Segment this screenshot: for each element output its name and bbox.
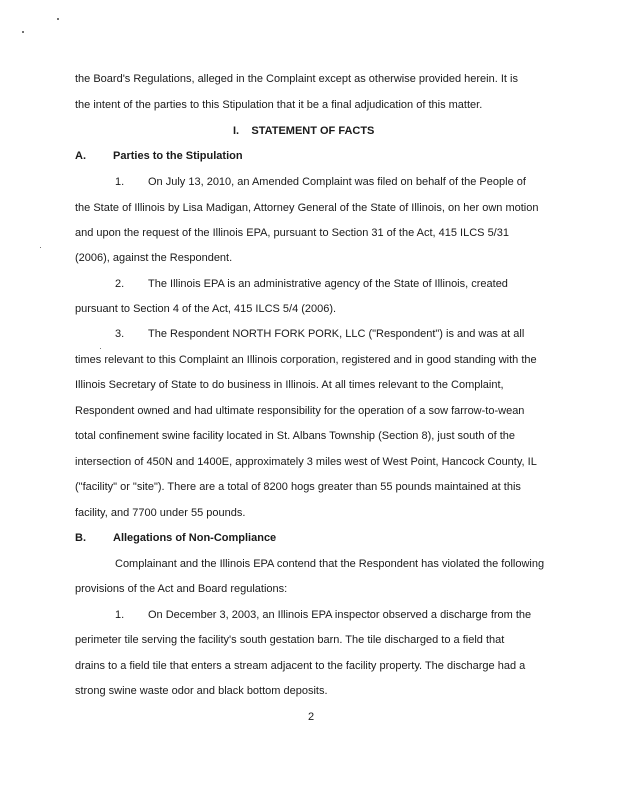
paragraph-line: (2006), against the Respondent. — [75, 252, 233, 264]
scan-speck — [57, 18, 59, 20]
heading-number: I. — [233, 125, 240, 137]
paragraph-first-line: Complainant and the Illinois EPA contend that the Respondent has violated the following — [115, 558, 545, 570]
section-b-letter: B. — [75, 532, 86, 544]
paragraph-line: pursuant to Section 4 of the Act, 415 ILCS 5/4 (2006). — [75, 303, 337, 315]
intro-line: the Board's Regulations, alleged in the Complaint except as otherwise provided herein. It is — [75, 73, 518, 85]
paragraph-number: 1. — [115, 176, 125, 188]
paragraph-line: Illinois Secretary of State to do business in Illinois. At all times relevant to the Complaint, — [75, 379, 504, 391]
paragraph-line: Respondent owned and had ultimate responsibility for the operation of a sow farrow-to-wean — [75, 405, 525, 417]
paragraph-line: times relevant to this Complaint an Illinois corporation, registered and in good standing with the — [75, 354, 537, 366]
paragraph-line: drains to a field tile that enters a stream adjacent to the facility property. The discharge had a — [75, 660, 526, 672]
paragraph-line: ("facility" or "site"). There are a total of 8200 hogs greater than 55 pounds maintained at this — [75, 481, 521, 493]
section-b-title: Allegations of Non-Compliance — [113, 532, 277, 544]
intro-line: the intent of the parties to this Stipulation that it be a final adjudication of this matter. — [75, 99, 483, 111]
section-heading — [233, 124, 374, 138]
paragraph-first-line: On July 13, 2010, an Amended Complaint was filed on behalf of the People of — [148, 176, 526, 188]
paragraph-first-line: The Respondent NORTH FORK PORK, LLC ("Respondent") is and was at all — [148, 328, 525, 340]
scan-speck — [22, 31, 24, 33]
scan-speck — [40, 247, 41, 248]
paragraph-line: perimeter tile serving the facility's south gestation barn. The tile discharged to a field that — [75, 634, 505, 646]
paragraph-line: total confinement swine facility located in St. Albans Township (Section 8), just south of the — [75, 430, 516, 442]
paragraph-line: the State of Illinois by Lisa Madigan, Attorney General of the State of Illinois, on her own motion — [75, 202, 539, 214]
paragraph-line: and upon the request of the Illinois EPA, pursuant to Section 31 of the Act, 415 ILCS 5/31 — [75, 227, 509, 239]
paragraph-first-line: The Illinois EPA is an administrative agency of the State of Illinois, created — [148, 278, 508, 290]
paragraph-number: 2. — [115, 278, 125, 290]
paragraph-line: intersection of 450N and 1400E, approximately 3 miles west of West Point, Hancock County, IL — [75, 456, 537, 468]
page-number: 2 — [308, 711, 315, 723]
scan-speck — [100, 348, 101, 349]
paragraph-line: facility, and 7700 under 55 pounds. — [75, 507, 246, 519]
paragraph-number: 1. — [115, 609, 125, 621]
section-a-letter: A. — [75, 150, 86, 162]
paragraph-line: strong swine waste odor and black bottom deposits. — [75, 685, 328, 697]
paragraph-line: provisions of the Act and Board regulations: — [75, 583, 288, 595]
paragraph-first-line: On December 3, 2003, an Illinois EPA inspector observed a discharge from the — [148, 609, 532, 621]
paragraph-number: 3. — [115, 328, 125, 340]
section-a-title: Parties to the Stipulation — [113, 150, 243, 162]
heading-text: STATEMENT OF FACTS — [251, 125, 375, 137]
